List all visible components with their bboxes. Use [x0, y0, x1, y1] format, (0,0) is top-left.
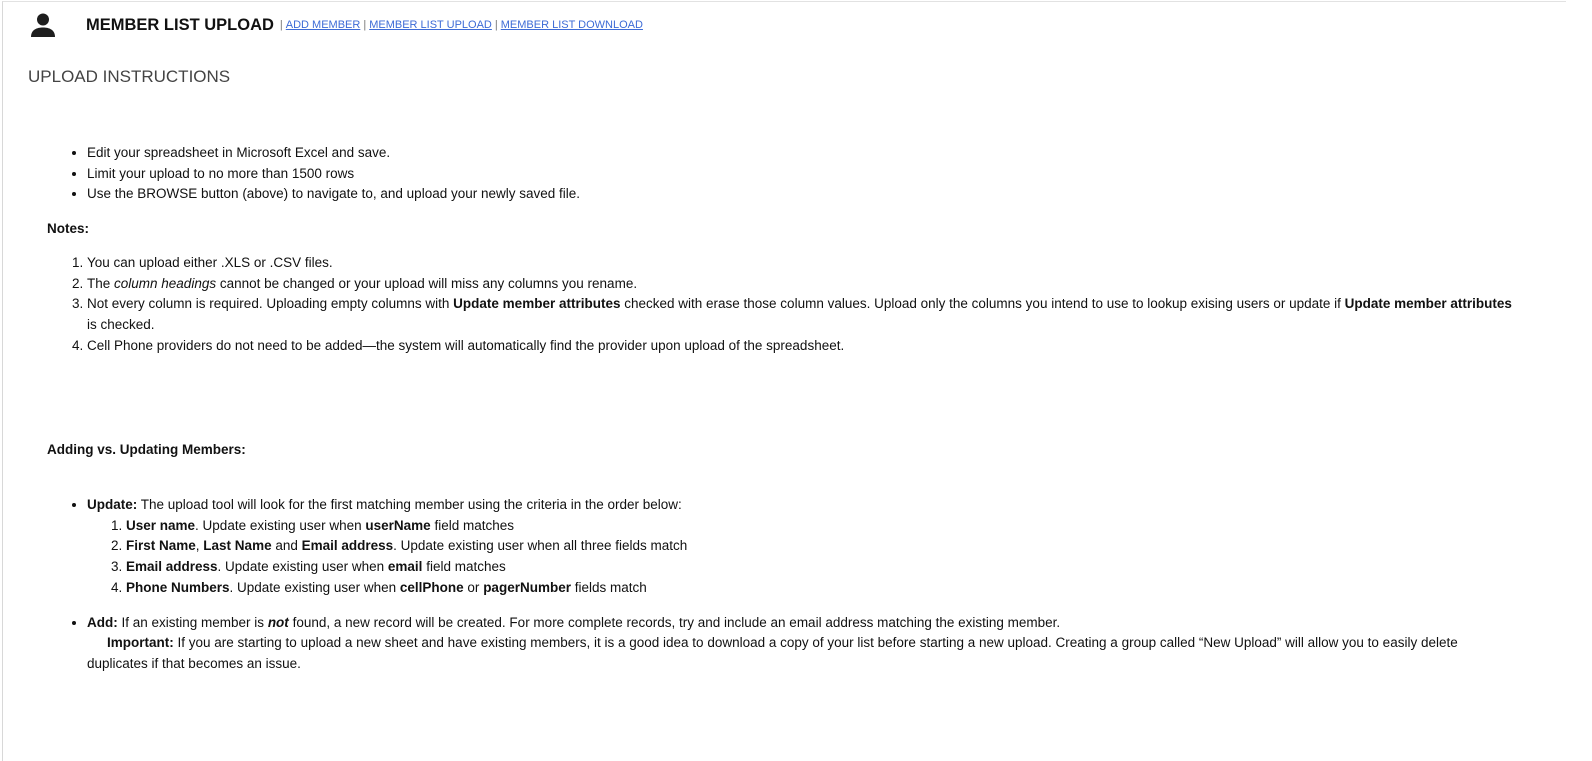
not-emphasis: not: [267, 614, 289, 630]
list-item: 1. You can upload either .XLS or .CSV files.: [87, 253, 1517, 274]
criteria-text: field matches: [430, 517, 514, 533]
upload-instructions-title: UPLOAD INSTRUCTIONS: [28, 67, 231, 86]
criteria-bold: cellPhone: [399, 579, 464, 595]
criteria-bold: User name: [126, 517, 196, 533]
adding-updating-list: [47, 495, 1517, 675]
update-member-attributes-bold: Update member attributes: [1344, 296, 1512, 312]
adding-vs-updating-heading: Adding vs. Updating Members:: [47, 442, 246, 458]
criteria-bold: email: [387, 559, 423, 575]
criteria-text: fields match: [570, 579, 647, 595]
page-header: [30, 9, 643, 41]
member-list-upload-link[interactable]: MEMBER LIST UPLOAD: [369, 19, 492, 31]
list-item: [87, 294, 1517, 335]
criteria-text: . Update existing user when: [217, 559, 388, 575]
criteria-text: . Update existing user when: [229, 579, 400, 595]
list-item: [87, 274, 1517, 295]
nav-separator: |: [494, 19, 498, 31]
member-list-download-link[interactable]: MEMBER LIST DOWNLOAD: [500, 19, 643, 31]
important-note: [87, 635, 174, 650]
notes-heading: Notes:: [47, 221, 90, 237]
criteria-item: [126, 516, 1517, 537]
note-text: checked with erase those column values. Upload only the columns you intend to use to lookup exising users or update if: [620, 296, 1345, 312]
instructions-list: [47, 143, 1517, 205]
criteria-bold: Email address: [301, 538, 394, 554]
add-label: Add:: [87, 614, 118, 630]
criteria-text: field matches: [422, 559, 506, 575]
add-list-item: [87, 613, 1517, 675]
user-icon: [30, 12, 56, 38]
criteria-bold: Phone Numbers: [126, 579, 230, 595]
criteria-text: ,: [195, 538, 204, 554]
update-member-attributes-bold: Update member attributes: [453, 296, 621, 312]
add-member-link[interactable]: ADD MEMBER: [285, 19, 361, 31]
notes-list: [47, 253, 1517, 357]
criteria-text: . Update existing user when: [195, 517, 366, 533]
list-item: • Use the BROWSE button (above) to navigate to, and upload your newly saved file.: [87, 184, 1517, 205]
list-item: 4. Cell Phone providers do not need to be added—the system will automatically find the provider upon upload of the spreadsheet.: [87, 336, 1517, 357]
note-text: The: [87, 275, 115, 291]
nav-separator: |: [363, 19, 367, 31]
criteria-item: [126, 578, 1517, 599]
update-list-item: [87, 495, 1517, 599]
criteria-text: . Update existing user when all three fields match: [393, 538, 688, 554]
page-title: MEMBER LIST UPLOAD: [86, 15, 274, 34]
instructions-content: [47, 143, 1517, 675]
list-item: • Edit your spreadsheet in Microsoft Excel and save.: [87, 143, 1517, 164]
important-label: Important:: [107, 635, 174, 651]
criteria-item: [126, 536, 1517, 557]
criteria-bold: userName: [365, 517, 431, 533]
criteria-bold: First Name: [126, 538, 196, 554]
criteria-bold: Last Name: [203, 538, 272, 554]
update-text: The upload tool will look for the first matching member using the criteria in the order below:: [137, 497, 682, 513]
add-text: found, a new record will be created. For more complete records, try and include an email address matching the existing member.: [288, 614, 1061, 630]
note-text: is checked.: [87, 316, 155, 332]
criteria-text: or: [463, 579, 484, 595]
criteria-text: and: [271, 538, 302, 554]
update-label: Update:: [87, 497, 138, 513]
column-headings-emphasis: column headings: [114, 275, 217, 291]
note-text: cannot be changed or your upload will miss any columns you rename.: [216, 275, 638, 291]
criteria-bold: Email address: [126, 559, 218, 575]
important-text: If you are starting to upload a new sheet and have existing members, it is a good idea to download a copy of your list before starting a new upload. Creating a group called “New Upload” will allow you to easily delete duplicates if that becomes an issue.: [87, 635, 1458, 671]
list-item: • Limit your upload to no more than 1500 rows: [87, 164, 1517, 185]
note-text: Not every column is required. Uploading empty columns with: [87, 296, 454, 312]
add-text: If an existing member is: [117, 614, 268, 630]
criteria-bold: pagerNumber: [483, 579, 571, 595]
criteria-item: [126, 557, 1517, 578]
nav-separator: |: [279, 19, 283, 31]
criteria-list: [87, 516, 1517, 599]
